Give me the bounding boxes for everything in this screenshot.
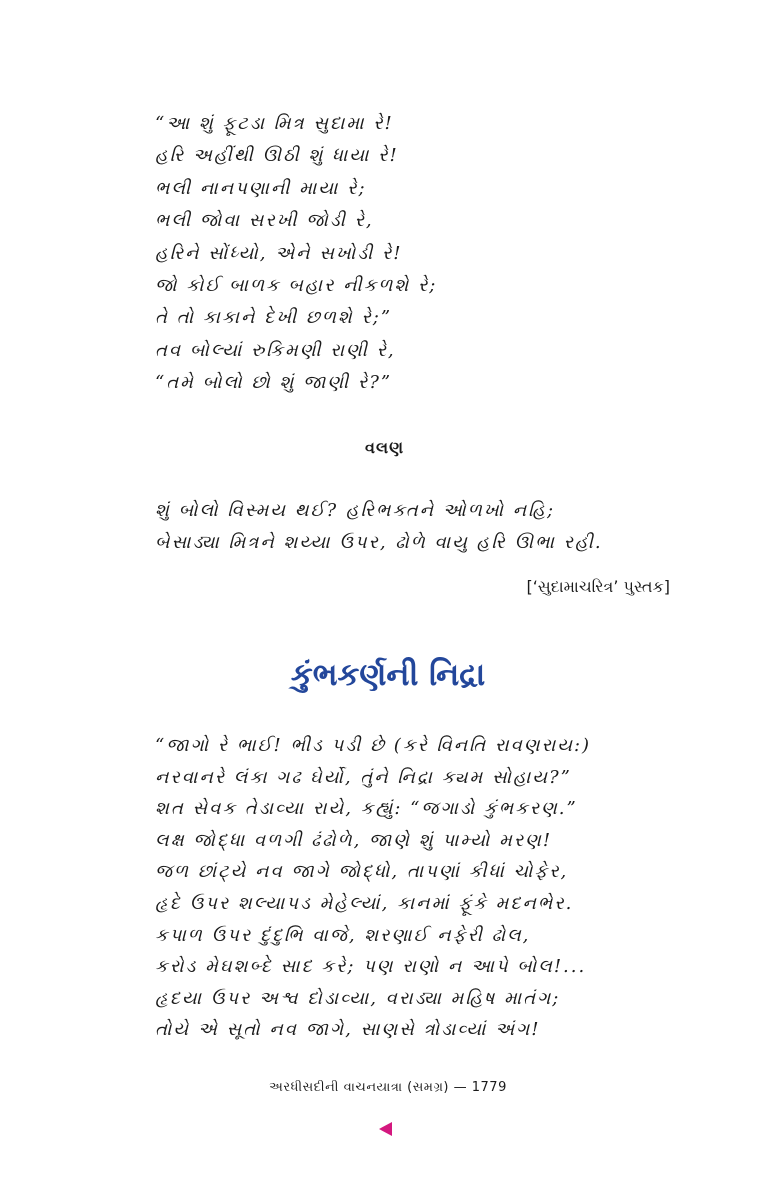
poem-line: કરોડ મેઘશબ્દે સાદ કરે; પણ રાણો ન આપે બોલ!...: [155, 956, 587, 978]
poem-line: “જાગો રે ભાઈ! ભીડ પડી છે (કરે વિનતિ રાવણરાય:): [155, 735, 592, 756]
poem-line: ભલી જોવા સરખી જોડી રે,: [155, 210, 374, 232]
poem-line: જો કોઈ બાળક બહાર નીકળશે રે;: [155, 274, 438, 296]
poem-line: નરવાનરે લંકા ગઢ ઘેર્યો, તુંને નિદ્રા ક્યમ સોહાય?”: [155, 766, 572, 788]
poem-line: હૃદે ઉપર શલ્યાપડ મેહેલ્યાં, કાનમાં ફૂંકે મદનભેર.: [155, 892, 574, 914]
poem-line: “આ શું ફૂટડા મિત્ર સુદામા રે!: [155, 113, 394, 134]
poem-line: બેસાડ્યા મિત્રને શય્યા ઉપર, ઢોળે વાયુ હરિ ઊભા રહી.: [155, 532, 603, 553]
poem-line: હરિને સોંધ્યો, એને સખોડી રે!: [155, 242, 403, 264]
poem-line: “તમે બોલો છો શું જાણી રે?”: [155, 372, 393, 394]
source-citation: [‘સુદામાચરિત્ર’ પુસ્તક]: [526, 577, 670, 596]
poem-line: તે તો કાકાને દેખી છળશે રે;”: [155, 307, 393, 329]
poem-title: કુંભકર્ણની નિદ્રા: [290, 657, 486, 693]
poem-line: તોયે એ સૂતો નવ જાગે, સાણસે ત્રોડાવ્યાં અંગ!: [155, 1019, 541, 1041]
poem-line: તવ બોલ્યાં રુકિમણી રાણી રે,: [155, 339, 396, 361]
left-triangle-icon: [379, 1122, 392, 1136]
poem-line: હૃદયા ઉપર અશ્વ દોડાવ્યા, વરાડ્યા મહિષ માતંગ;: [155, 987, 561, 1009]
poem-line: હરિ અહીંથી ઊઠી શું ધાયા રે!: [155, 145, 399, 167]
poem-line: શું બોલો વિસ્મય થઈ? હરિભક્તને ઓળખો નહિ;: [155, 500, 556, 521]
page-footer: અરધીસદીની વાચનયાત્રા (સમગ્ર) — 1779: [269, 1080, 507, 1095]
poem-line: જળ છાંટ્યે નવ જાગે જોદ્ધો, તાપણાં કીધાં ચોફેર,: [155, 861, 569, 883]
poem-stanza-sudama: [155, 108, 437, 400]
section-heading-valan: વલણ: [365, 438, 405, 457]
poem-kumbhakarna: [155, 730, 591, 1046]
poem-line: લક્ષ જોદ્ધા વળગી ઢંઢોળે, જાણે શું પામ્યો મરણ!: [155, 829, 553, 851]
poem-line: શત સેવક તેડાવ્યા રાયે, કહ્યું: “જગાડો કુંભકરણ.”: [155, 798, 578, 820]
poem-line: ભલી નાનપણાની માયા રે;: [155, 177, 367, 199]
poem-valan: [155, 495, 603, 559]
poem-line: કપાળ ઉપર દુંદુભિ વાજે, શરણાઈ નફેરી ઢોલ,: [155, 924, 531, 946]
